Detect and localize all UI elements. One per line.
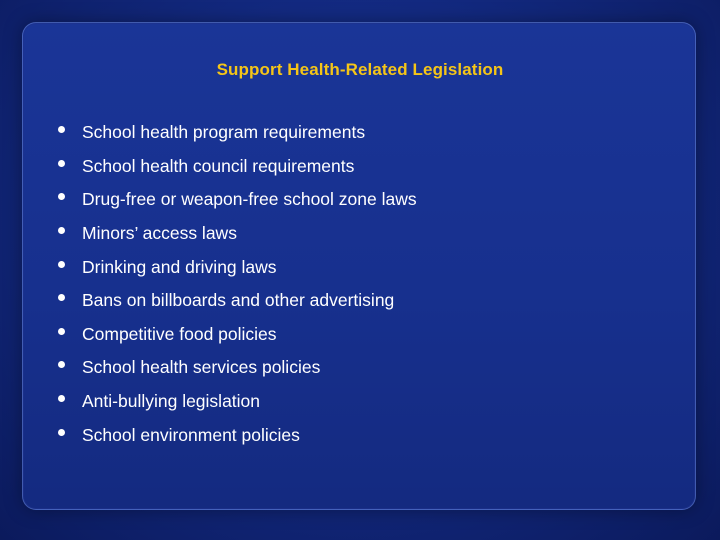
bullet-text: Bans on billboards and other advertising	[82, 290, 395, 311]
bullet-item	[56, 351, 417, 385]
bullet-text: School health council requirements	[82, 155, 355, 176]
bullet-dot-icon	[58, 429, 65, 436]
slide-title: Support Health-Related Legislation	[216, 60, 504, 79]
bullet-item	[56, 250, 417, 284]
bullet-list	[56, 116, 417, 452]
bullet-item	[56, 217, 417, 251]
bullet-text: Drinking and driving laws	[82, 256, 277, 277]
bullet-item	[56, 183, 417, 217]
bullet-text: School health services policies	[82, 357, 321, 378]
bullet-dot-icon	[58, 328, 65, 335]
bullet-dot-icon	[58, 361, 65, 368]
bullet-text: Minors’ access laws	[82, 223, 237, 244]
bullet-item	[56, 116, 417, 150]
bullet-item	[56, 150, 417, 184]
bullet-text: Drug-free or weapon-free school zone laws	[82, 189, 417, 210]
bullet-dot-icon	[58, 294, 65, 301]
bullet-dot-icon	[58, 395, 65, 402]
bullet-dot-icon	[58, 193, 65, 200]
bullet-dot-icon	[58, 126, 65, 133]
bullet-text: School health program requirements	[82, 122, 366, 143]
bullet-dot-icon	[58, 227, 65, 234]
bullet-text: Anti-bullying legislation	[82, 391, 261, 412]
bullet-dot-icon	[58, 160, 65, 167]
bullet-dot-icon	[58, 261, 65, 268]
bullet-text: Competitive food policies	[82, 323, 277, 344]
bullet-item	[56, 385, 417, 419]
bullet-item	[56, 284, 417, 318]
bullet-item	[56, 418, 417, 452]
bullet-item	[56, 318, 417, 352]
bullet-text: School environment policies	[82, 424, 300, 445]
